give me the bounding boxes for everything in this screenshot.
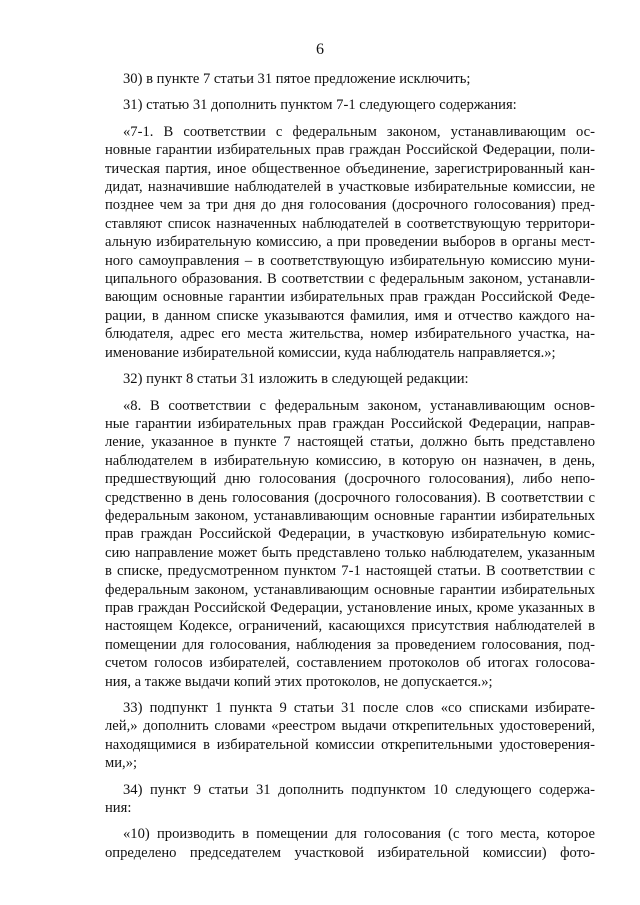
paragraph-line: «10) производить в помещении для голосования (с того места, которое — [123, 826, 595, 843]
paragraph-line: тическая партия, иное общественное объединение, зарегистрированный кан- — [105, 160, 595, 177]
paragraph-line: определено председателем участковой избирательной комиссии) фото- — [105, 844, 595, 861]
paragraph-line: ния, а также выдачи копий этих протоколов, не допускается.»; — [105, 673, 493, 690]
paragraph-line: федеральным законом, устанавливающим основные гарантии избирательных — [105, 581, 595, 598]
paragraph-line: ление, указанное в пункте 7 настоящей статьи, должно быть представлено — [105, 434, 595, 451]
page-number: 6 — [316, 41, 324, 58]
paragraph-line: прав граждан Российской Федерации, в участковую избирательную комис- — [105, 526, 595, 543]
paragraph-line: 34) пункт 9 статьи 31 дополнить подпунктом 10 следующего содержа- — [123, 781, 595, 798]
paragraph-line: счетом голосов избирателей, составлением протоколов об итогах голосова- — [105, 655, 595, 672]
paragraph-line: федеральным законом, устанавливающим основные гарантии избирательных — [105, 507, 595, 524]
paragraph-line: альную избирательную комиссию, а при проведении выборов в органы мест- — [105, 234, 595, 251]
paragraph-line: «8. В соответствии с федеральным законом, устанавливающим основ- — [123, 397, 595, 414]
paragraph-line: вающим основные гарантии избирательных прав граждан Российской Феде- — [105, 289, 595, 306]
paragraph-line: рации, в данном списке указываются фамилия, имя и отчество каждого на- — [105, 307, 595, 324]
paragraph-line: 33) подпункт 1 пункта 9 статьи 31 после слов «со списками избирате- — [123, 700, 595, 716]
paragraph-item-34 — [105, 781, 595, 818]
paragraph-line: наблюдателем в избирательную комиссию, в которую он назначен, в день, — [105, 452, 595, 469]
paragraph-subitem-10-text — [105, 825, 595, 862]
paragraph-line: лей,» дополнить словами «реестром выдачи открепительных удостоверений, — [105, 718, 595, 735]
paragraph-line: помещении для голосования, наблюдения за проведением голосования, под- — [105, 636, 595, 653]
paragraph-line: ные гарантии избирательных прав граждан Российской Федерации, направ- — [105, 415, 595, 432]
paragraph-line: в списке, предусмотренном пунктом 7-1 настоящей статьи. В соответствии с — [105, 563, 595, 580]
paragraph-line: «7-1. В соответствии с федеральным законом, устанавливающим ос- — [123, 123, 595, 140]
document-body — [105, 70, 595, 870]
paragraph-line: средственно в день голосования (досрочного голосования). В соответствии с — [105, 489, 595, 506]
paragraph-line: ния: — [105, 800, 132, 817]
paragraph-item-31 — [105, 96, 595, 114]
paragraph-line: ципального образования. В соответствии с федеральным законом, устанавли- — [105, 271, 595, 288]
paragraph-line: прав граждан Российской Федерации, установление иных, кроме указанных в — [105, 599, 595, 616]
paragraph-line: 30) в пункте 7 статьи 31 пятое предложение исключить; — [123, 71, 471, 87]
paragraph-line: 31) статью 31 дополнить пунктом 7-1 следующего содержания: — [123, 97, 517, 114]
paragraph-8-text — [105, 397, 595, 692]
paragraph-line: настоящем Кодексе, ограничений, касающихся присутствия наблюдателей в — [105, 618, 595, 635]
paragraph-7-1-text — [105, 123, 595, 362]
paragraph-line: ми,»; — [105, 755, 138, 772]
paragraph-line: предшествующий дню голосования (досрочного голосования), либо непо- — [105, 471, 595, 488]
paragraph-line: новные гарантии избирательных прав граждан Российской Федерации, поли- — [105, 142, 595, 159]
paragraph-line: блюдателя, адрес его места жительства, номер избирательного участка, на- — [105, 326, 595, 343]
paragraph-line: именование избирательной комиссии, куда наблюдатель направляется.»; — [105, 344, 556, 361]
paragraph-line: ного самоуправления – в соответствующую избирательную комиссию муни- — [105, 252, 595, 269]
paragraph-line: дидат, назначившие наблюдателей в участковые избирательные комиссии, не — [105, 179, 595, 196]
paragraph-line: позднее чем за три дня до дня голосования (досрочного голосования) пред- — [105, 197, 595, 214]
paragraph-item-30 — [105, 70, 595, 88]
paragraph-item-32 — [105, 370, 595, 388]
paragraph-line: 32) пункт 8 статьи 31 изложить в следующей редакции: — [123, 371, 469, 388]
paragraph-line: сию направление может быть представлено только наблюдателем, указанным — [105, 544, 595, 561]
paragraph-line: ставляют список назначенных наблюдателей в соответствующую территори- — [105, 215, 595, 232]
paragraph-item-33 — [105, 699, 595, 773]
paragraph-line: находящимися в избирательной комиссии открепительными удостоверения- — [105, 736, 595, 753]
